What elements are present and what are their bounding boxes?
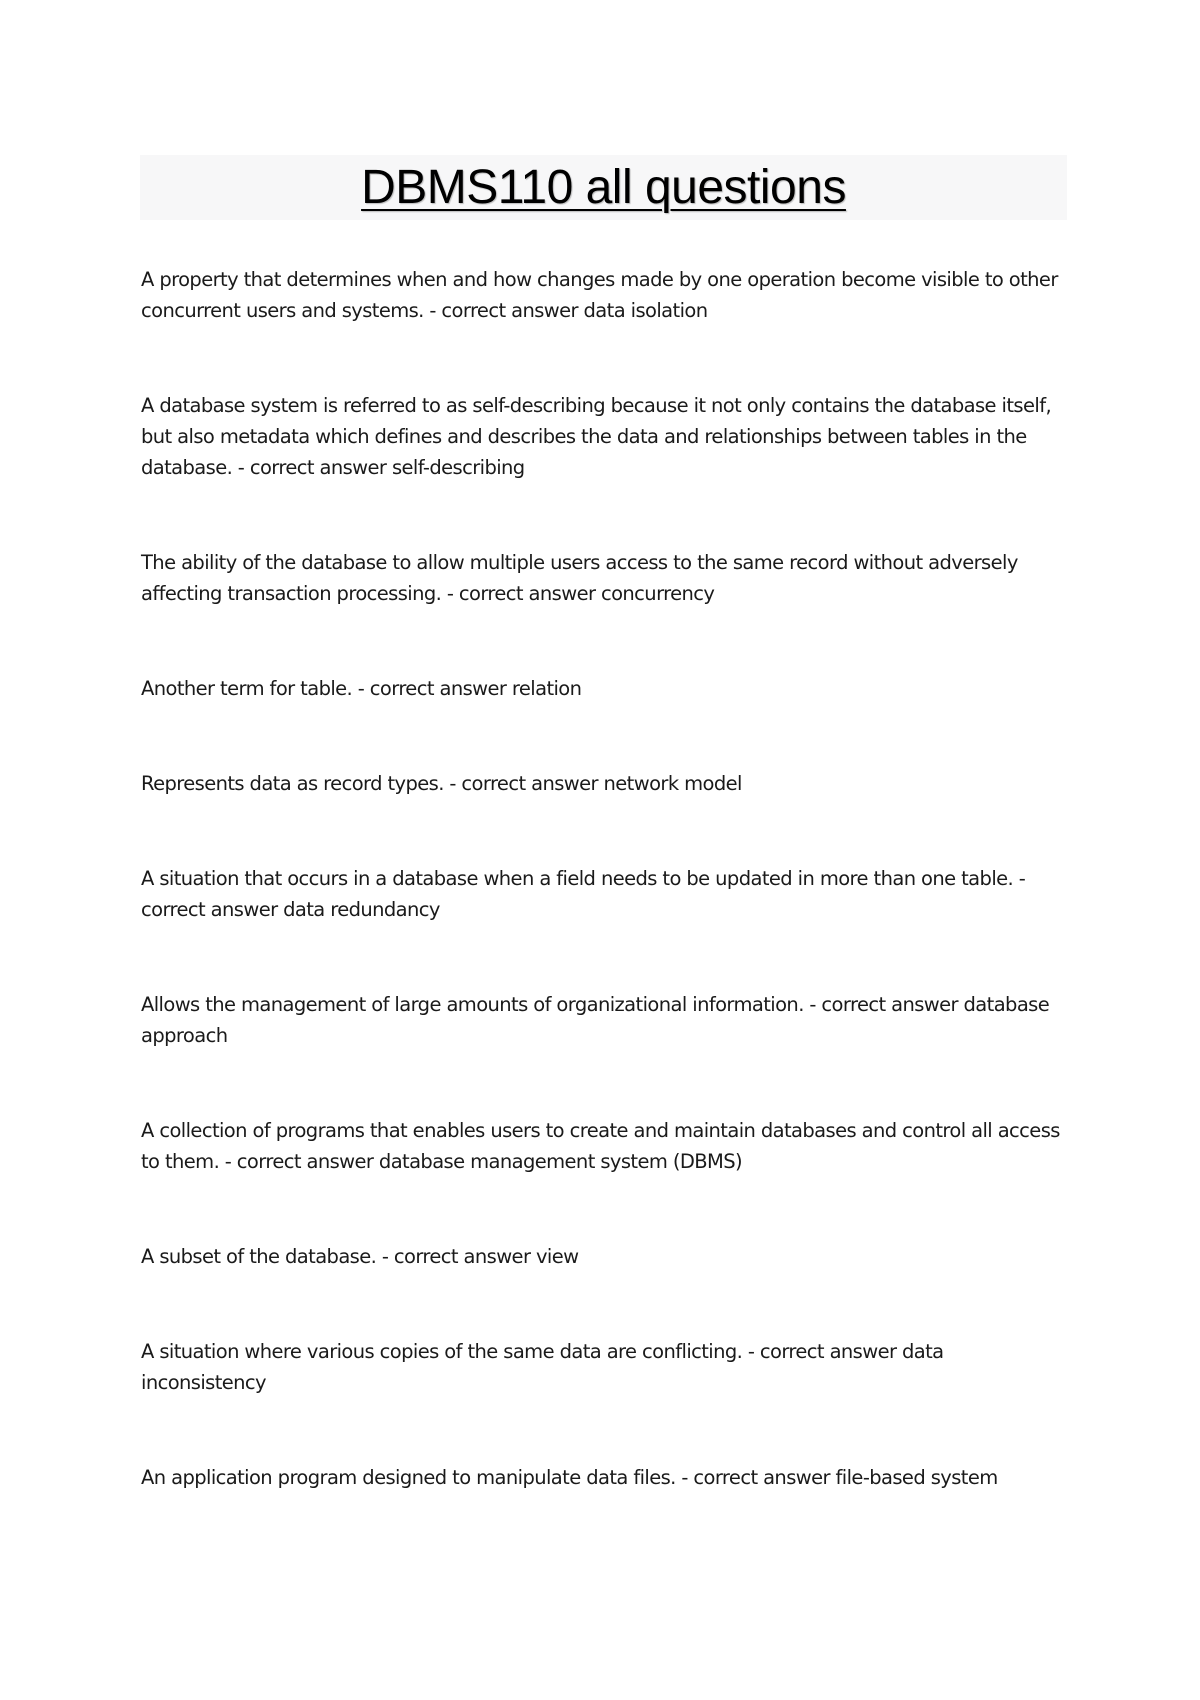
question-item: A subset of the database. - correct answer view <box>141 1245 579 1268</box>
question-item: A situation that occurs in a database when a field needs to be updated in more than one table. - correct answer data redundancy <box>141 867 1026 921</box>
question-item: Represents data as record types. - correct answer network model <box>141 772 742 795</box>
question-item: A database system is referred to as self-describing because it not only contains the database itself, but also metadata which defines and describes the data and relationships between tables in the database. - correct answer self-describing <box>141 394 1052 479</box>
question-item: An application program designed to manipulate data files. - correct answer file-based system <box>141 1466 998 1489</box>
document-title: DBMS110 all questions <box>361 161 846 214</box>
question-item: The ability of the database to allow multiple users access to the same record without adversely affecting transaction processing. - correct answer concurrency <box>141 551 1018 605</box>
question-item: A situation where various copies of the same data are conflicting. - correct answer data inconsistency <box>141 1340 944 1394</box>
question-list <box>141 264 1061 1493</box>
question-item: A collection of programs that enables users to create and maintain databases and control all access to them. - correct answer database management system (DBMS) <box>141 1119 1060 1173</box>
title-banner <box>140 155 1067 220</box>
question-item: Another term for table. - correct answer relation <box>141 677 582 700</box>
question-item: A property that determines when and how changes made by one operation become visible to other concurrent users and systems. - correct answer data isolation <box>141 268 1058 322</box>
question-item: Allows the management of large amounts of organizational information. - correct answer database approach <box>141 993 1050 1047</box>
